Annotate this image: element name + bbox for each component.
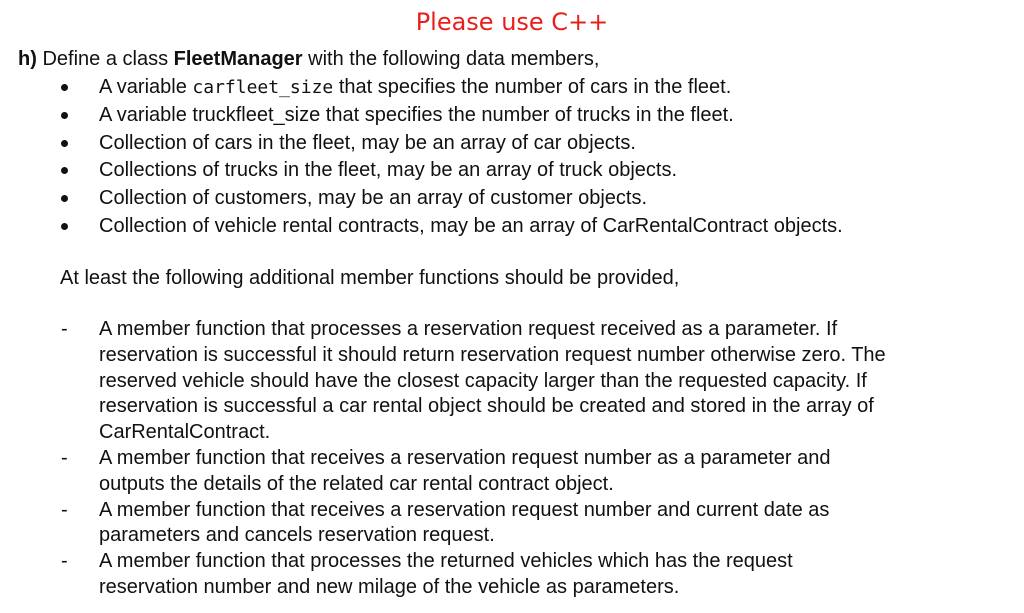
list-item: [0, 549, 1014, 601]
text-line: CarRentalContract.: [99, 421, 271, 444]
text-line: reservation number and new milage of the vehicle as parameters.: [99, 575, 680, 598]
text-line: A member function that processes the returned vehicles which has the request: [99, 550, 793, 573]
list-item: [0, 446, 1014, 498]
list-item-suffix: that specifies the number of cars in the fleet.: [333, 76, 732, 98]
list-item-text: [99, 74, 731, 101]
class-name: FleetManager: [173, 48, 303, 70]
question-text-before: Define a class: [42, 48, 169, 70]
text-line: A member function that receives a reservation request number and current date as: [99, 498, 830, 521]
list-item-text: Collections of trucks in the fleet, may be an array of truck objects.: [99, 159, 678, 182]
dash-marker: -: [61, 550, 68, 573]
bullet-icon: [61, 195, 68, 202]
list-item-text: Collection of vehicle rental contracts, may be an array of CarRentalContract objects.: [99, 214, 843, 237]
text-line: outputs the details of the related car rental contract object.: [99, 472, 614, 495]
functions-intro: At least the following additional member functions should be provided,: [60, 267, 680, 289]
member-functions-list: [0, 317, 1014, 601]
dash-marker: -: [61, 446, 68, 469]
question-heading: [18, 46, 599, 72]
list-item-text: [99, 549, 1014, 601]
list-item: [0, 498, 1014, 550]
list-item-text: A variable truckfleet_size that specifies the number of trucks in the fleet.: [99, 103, 734, 126]
list-item-prefix: A variable: [99, 76, 193, 98]
inline-code: carfleet_size: [192, 77, 334, 98]
list-item-text: [99, 317, 1014, 446]
question-letter: h): [18, 48, 37, 70]
text-line: A member function that processes a reservation request received as a parameter. If: [99, 318, 838, 340]
page-header-title: Please use C++: [415, 8, 609, 36]
question-text-after: with the following data members,: [308, 48, 600, 70]
bullet-icon: [61, 112, 68, 119]
text-line: reserved vehicle should have the closest capacity larger than the requested capacity. If: [99, 369, 867, 392]
bullet-icon: [61, 167, 68, 174]
bullet-icon: [61, 223, 68, 230]
dash-marker: -: [61, 318, 68, 340]
list-item-text: [99, 446, 1014, 498]
text-line: reservation is successful a car rental object should be created and stored in the array of: [99, 395, 874, 418]
list-item-text: Collection of cars in the fleet, may be an array of car objects.: [99, 131, 636, 154]
text-line: parameters and cancels reservation request.: [99, 524, 495, 547]
text-line: A member function that receives a reservation request number as a parameter and: [99, 446, 831, 469]
bullet-icon: [61, 140, 68, 147]
list-item-text: [99, 498, 1014, 550]
list-item-text: Collection of customers, may be an array of customer objects.: [99, 187, 648, 210]
bullet-icon: [61, 84, 68, 91]
list-item: [0, 317, 1014, 446]
text-line: reservation is successful it should return reservation request number otherwise zero. The: [99, 343, 886, 366]
dash-marker: -: [61, 498, 68, 521]
